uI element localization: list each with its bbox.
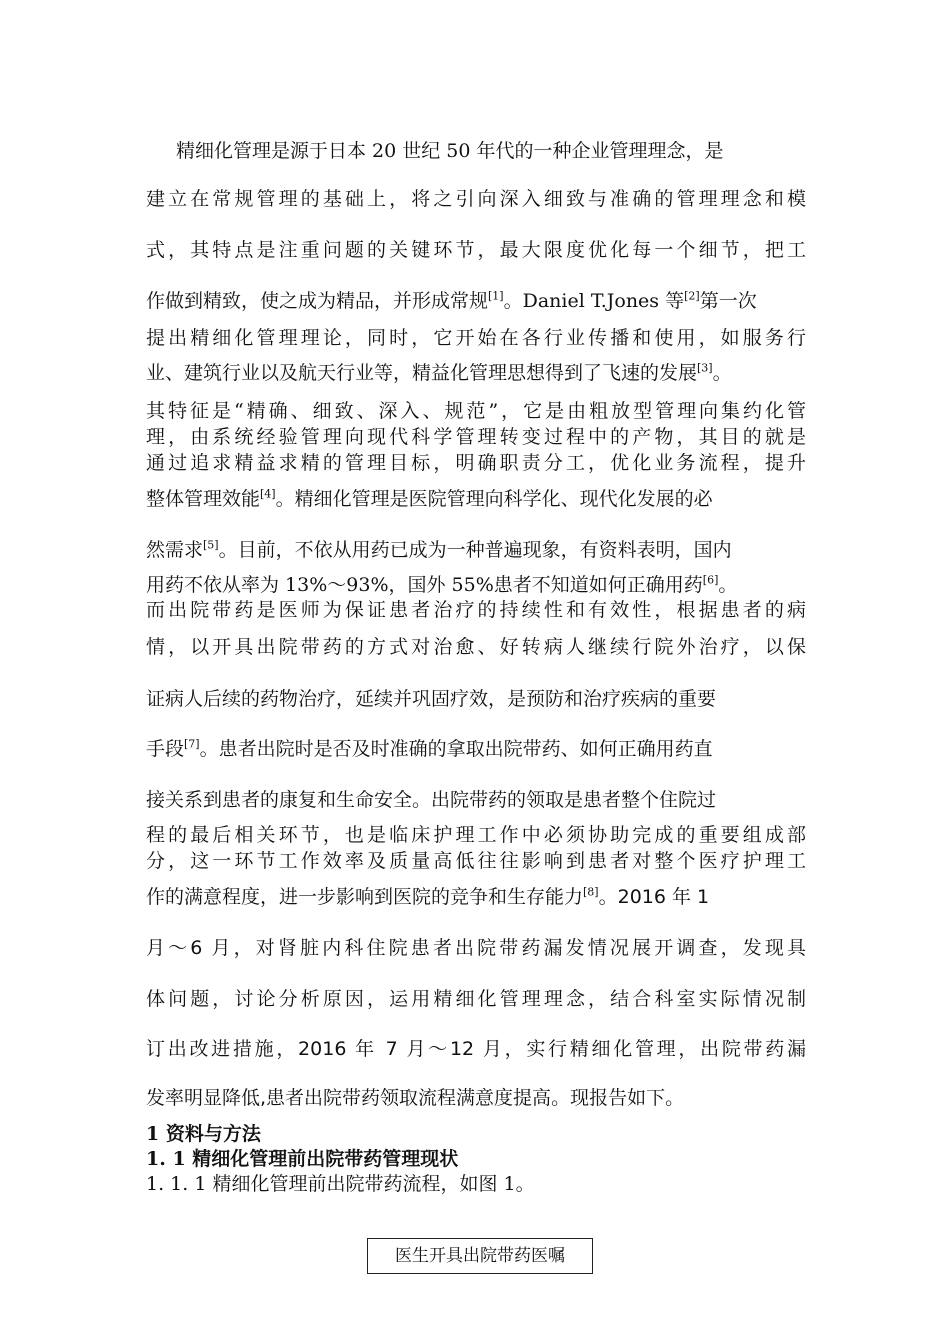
text-run: 证病人后续的药物治疗，延续并巩固疗效， bbox=[146, 688, 508, 710]
paragraph-line-16 bbox=[146, 736, 806, 762]
term-fine-management: 精细化管理 bbox=[176, 140, 272, 162]
text-run: 。精细化管理是医院管理向科学化、现代化发展的必 bbox=[275, 488, 713, 510]
text-run: 。 bbox=[218, 539, 238, 561]
text-run: 发率明显降低,患者 bbox=[146, 1087, 305, 1109]
paragraph-line-5: 提出精细化管理理论，同时，它开始在各行业传播和使用，如服务行 bbox=[146, 327, 806, 349]
citation-ref: [8] bbox=[583, 885, 599, 899]
text-run: 。2016 年 1 bbox=[598, 886, 710, 908]
paragraph-line-2: 建立在常规管理的基础上，将之引向深入细致与准确的管理理念和模 bbox=[146, 188, 806, 210]
text-run: 手段 bbox=[146, 738, 185, 760]
paragraph-line-11 bbox=[146, 537, 806, 563]
section-heading-1-1: 1. 1 精细化管理前出院带药管理现状 bbox=[146, 1148, 459, 1170]
text-run: 。 bbox=[199, 738, 219, 760]
citation-ref: [3] bbox=[697, 361, 713, 375]
paragraph-line-14: 情，以开具出院带药的方式对治愈、好转病人继续行院外治疗，以保 bbox=[146, 636, 806, 658]
paragraph-line-24 bbox=[146, 1085, 806, 1111]
paragraph-line-17 bbox=[146, 787, 806, 813]
text-run: 出院带药领取流程满意度提高 bbox=[304, 1087, 552, 1109]
text-run: 作做到精致，使之成为精品，并形成常规 bbox=[146, 290, 489, 312]
paragraph-line-7: 其特征是“精确、细致、深入、规范”，它是由粗放型管理向集约化管 bbox=[146, 400, 806, 422]
text-run: 是源于日本 20 世纪 50 年代的一种企业管理理念，是 bbox=[271, 140, 724, 162]
text-run: 作的满意程度，进一步影响到医院的竞争和生存能力 bbox=[146, 886, 584, 908]
paragraph-line-9: 通过追求精益求精的管理目标，明确职责分工，优化业务流程，提升 bbox=[146, 452, 806, 474]
paragraph-line-22: 体问题，讨论分析原因，运用精细化管理理念，结合科室实际情况制 bbox=[146, 988, 806, 1010]
citation-ref: [1] bbox=[488, 289, 504, 303]
citation-ref: [4] bbox=[260, 487, 276, 501]
paragraph-line-20 bbox=[146, 884, 806, 910]
text-run: 目前，不依从用药已成为一种普遍现象，有资料表明，国内 bbox=[237, 539, 732, 561]
paragraph-line-21: 月～6 月，对肾脏内科住院患者出院带药漏发情况展开调查，发现具 bbox=[146, 937, 806, 959]
citation-ref: [2] bbox=[684, 289, 700, 303]
paragraph-line-10 bbox=[146, 486, 806, 512]
paragraph-line-3: 式，其特点是注重问题的关键环节，最大限度优化每一个细节，把工 bbox=[146, 239, 806, 261]
paragraph-line-8: 理，由系统经验管理向现代科学管理转变过程中的产物，其目的就是 bbox=[146, 426, 806, 448]
citation-ref: [6] bbox=[702, 573, 719, 587]
text-run: 是预防和治疗疾病的重要 bbox=[507, 688, 717, 710]
section-heading-1-1-1: 1. 1. 1 精细化管理前出院带药流程，如图 1。 bbox=[146, 1173, 535, 1195]
flowchart-step-box: 医生开具出院带药医嘱 bbox=[367, 1238, 593, 1274]
text-run: 。 bbox=[712, 362, 732, 384]
text-run: 然需求 bbox=[146, 539, 204, 561]
paragraph-line-19: 分，这一环节工作效率及质量高低往往影响到患者对整个医疗护理工 bbox=[146, 850, 806, 872]
paragraph-line-23: 订出改进措施，2016 年 7 月～12 月，实行精细化管理，出院带药漏 bbox=[146, 1038, 806, 1060]
section-heading-1: 1 资料与方法 bbox=[146, 1123, 261, 1145]
text-run: 出院带药的领取是患者整个住院过 bbox=[431, 789, 717, 811]
paragraph-line-4 bbox=[146, 288, 806, 314]
paragraph-line-15 bbox=[146, 686, 806, 712]
paragraph-line-12 bbox=[146, 572, 806, 598]
text-run: 整体管理效能 bbox=[146, 488, 261, 510]
text-run: 。现报告如下。 bbox=[551, 1087, 685, 1109]
paragraph-line-13: 而出院带药是医师为保证患者治疗的持续性和有效性，根据患者的病 bbox=[146, 599, 806, 621]
text-run: 。 bbox=[718, 574, 738, 596]
paragraph-line-6 bbox=[146, 360, 806, 386]
text-run: 第一次 bbox=[699, 290, 757, 312]
text-run: 患者出院时是否及时准确的拿取出院带药、如何正确用药直 bbox=[218, 738, 713, 760]
citation-ref: [7] bbox=[184, 737, 200, 751]
paragraph-line-1 bbox=[146, 138, 806, 164]
text-run: 接关系到患者的康复和生命安全。 bbox=[146, 789, 432, 811]
citation-ref: [5] bbox=[203, 538, 219, 552]
text-run: 业、建筑行业以及航天行业等，精益化管理思想得到了飞速的发展 bbox=[146, 362, 698, 384]
text-run: 。Daniel T.Jones 等 bbox=[503, 290, 685, 312]
paragraph-line-18: 程的最后相关环节，也是临床护理工作中必须协助完成的重要组成部 bbox=[146, 824, 806, 846]
text-run: 用药不依从率为 13%～93%，国外 55%患者不知道如何正确用药 bbox=[146, 574, 703, 596]
